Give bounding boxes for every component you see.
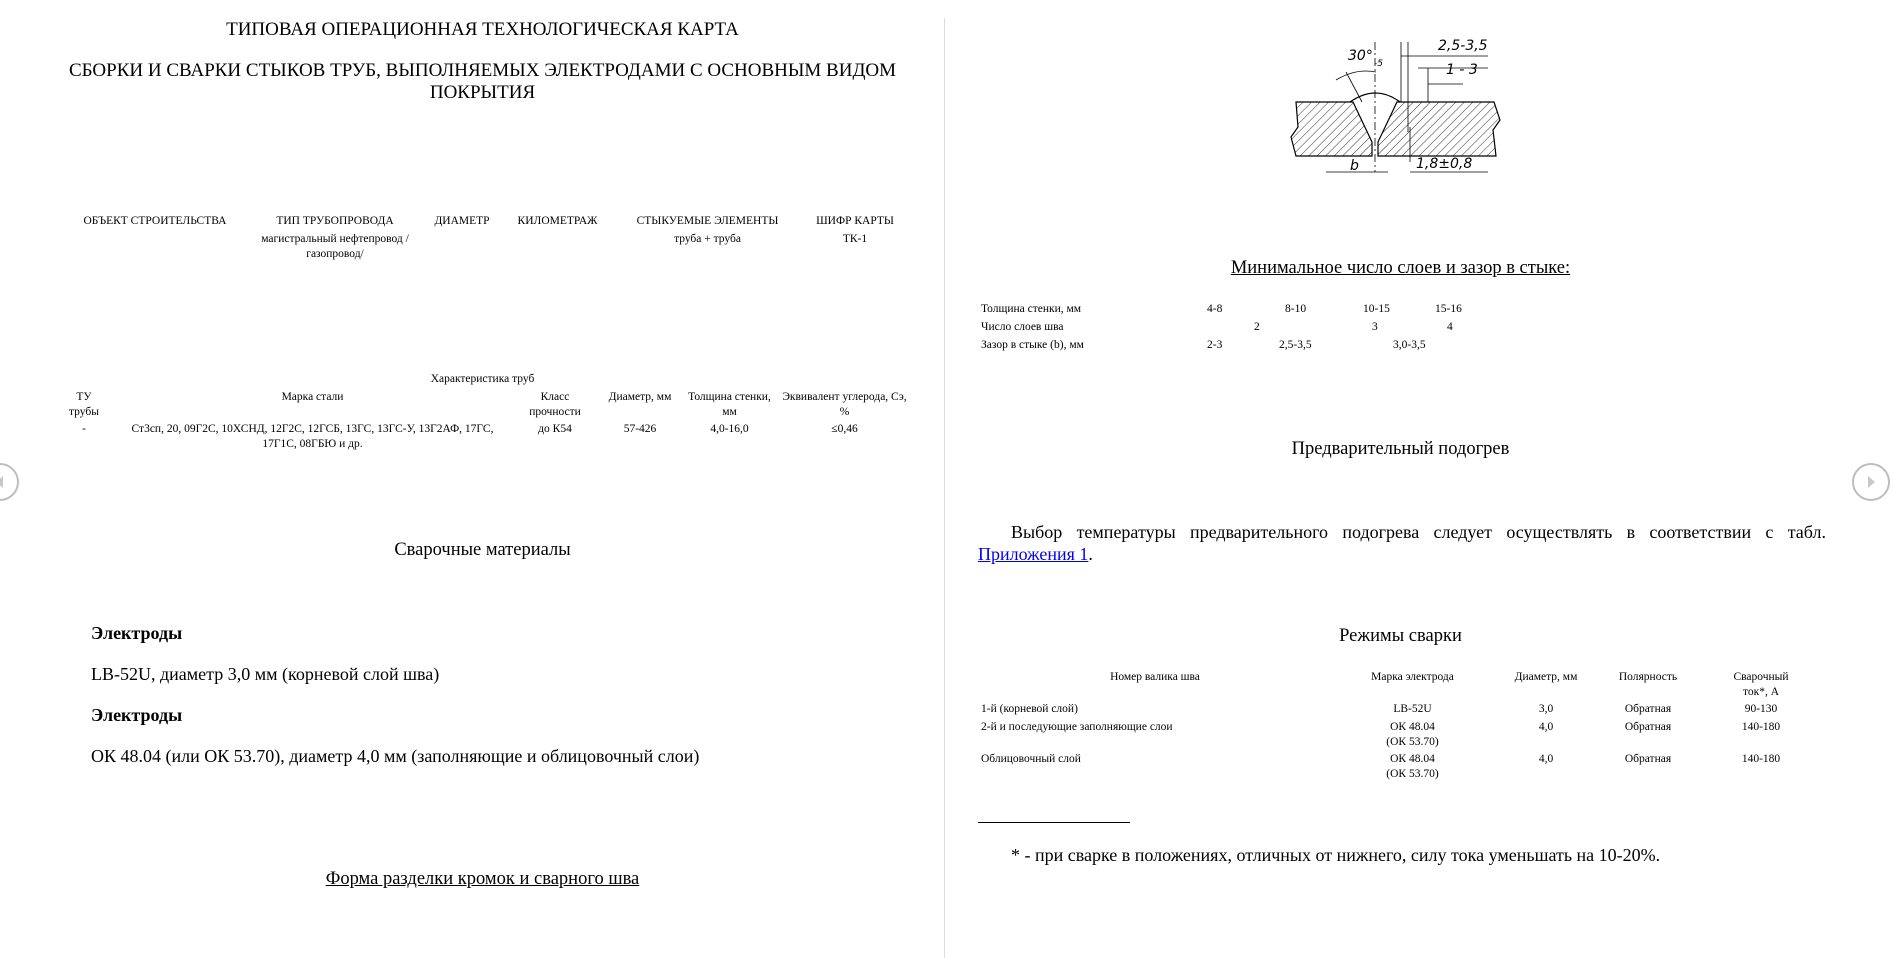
table-row: 2-й и последующие заполняющие слои <box>981 721 1173 733</box>
electrodes-text-1: LB-52U, диаметр 3,0 мм (корневой слой шва) <box>91 664 440 684</box>
weld-joint-drawing <box>1288 32 1524 182</box>
angle-label: 30° <box>1348 48 1373 64</box>
pipeline-type-value: магистральный нефтепровод /газопровод/ <box>261 233 409 260</box>
thickness-value: 8-10 <box>1285 303 1307 315</box>
chevron-left-icon <box>0 465 17 499</box>
polarity-header: Полярность <box>1618 671 1678 683</box>
diameter-value: 4,0 <box>1538 721 1554 733</box>
steel-grade-header: Марка стали <box>281 391 344 403</box>
root-face-label: 1,8±0,8 <box>1416 156 1473 172</box>
electrodes-label-1: Электроды <box>91 623 183 643</box>
page-divider <box>944 18 945 958</box>
thickness-value: 10-15 <box>1363 303 1390 315</box>
electrode-brand-alt: (ОК 53.70) <box>1386 768 1439 780</box>
layers-heading: Минимальное число слоев и зазор в стыке: <box>1230 258 1571 278</box>
layers-value: 2 <box>1254 321 1260 333</box>
prev-page-button[interactable] <box>0 463 19 501</box>
electrode-brand-alt: (ОК 53.70) <box>1386 736 1439 748</box>
modes-heading: Режимы сварки <box>1339 626 1462 646</box>
card-code-value: ТК-1 <box>842 233 868 245</box>
diameter-value: 3,0 <box>1538 703 1554 715</box>
diameter-value: 4,0 <box>1538 753 1554 765</box>
current-value: 140-180 <box>1741 753 1781 765</box>
electrodes-label-2: Электроды <box>91 705 183 725</box>
carbon-equivalent-value: ≤0,46 <box>831 423 858 435</box>
electrodes-text-2: ОК 48.04 (или ОК 53.70), диаметр 4,0 мм (заполняющие и облицовочный слои) <box>91 746 700 766</box>
gap-value: 2-3 <box>1207 339 1223 351</box>
joined-elements-header: СТЫКУЕМЫЕ ЭЛЕМЕНТЫ <box>636 215 779 227</box>
current-value: 90-130 <box>1744 703 1778 715</box>
wall-thickness-value: 4,0-16,0 <box>710 423 749 435</box>
electrode-brand: LB-52U <box>1393 703 1432 715</box>
electrode-brand: ОК 48.04 <box>1390 721 1435 733</box>
preheat-heading: Предварительный подогрев <box>1291 439 1510 459</box>
wall-thickness-header: Толщина стенки, мм <box>688 391 771 418</box>
diameter-mm-value: 57-426 <box>623 423 657 435</box>
gap-value: 3,0-3,5 <box>1393 339 1426 351</box>
next-page-button[interactable] <box>1852 463 1890 501</box>
table-row: 1-й (корневой слой) <box>981 703 1078 715</box>
bead-number-header: Номер валика шва <box>1110 671 1200 683</box>
chevron-right-icon <box>1854 465 1888 499</box>
thickness-value: 4-8 <box>1207 303 1223 315</box>
diameter-mm-header: Диаметр, мм <box>608 391 672 403</box>
gap-top-label: 2,5-3,5 <box>1438 38 1488 54</box>
document-subtitle: СБОРКИ И СВАРКИ СТЫКОВ ТРУБ, ВЫПОЛНЯЕМЫХ ЭЛЕКТРОДАМИ С ОСНОВНЫМ ВИДОМ ПОКРЫТИЯ <box>68 60 897 103</box>
preheat-period: . <box>1088 544 1093 564</box>
footnote: * - при сварке в положениях, отличных от нижнего, силу тока уменьшать на 10-20%. <box>1011 845 1661 865</box>
b-label: b <box>1350 158 1359 174</box>
gap-value: 2,5-3,5 <box>1279 339 1312 351</box>
object-header: ОБЪЕКТ СТРОИТЕЛЬСТВА <box>83 215 227 227</box>
diameter-header: ДИАМЕТР <box>434 215 490 227</box>
current-value: 140-180 <box>1741 721 1781 733</box>
tu-header: ТУ трубы <box>69 391 99 418</box>
row-label-gap: Зазор в стыке (b), мм <box>981 339 1084 351</box>
electrode-brand: ОК 48.04 <box>1390 753 1435 765</box>
steel-grade-value: Ст3сп, 20, 09Г2С, 10ХСНД, 12Г2С, 12ГСБ, 13ГС, 13ГС-У, 13Г2АФ, 17ГС, 17Г1С, 08ГБЮ и др. <box>131 423 494 450</box>
preheat-paragraph <box>978 521 1826 565</box>
strength-class-value: до К54 <box>538 423 572 435</box>
document-title: ТИПОВАЯ ОПЕРАЦИОННАЯ ТЕХНОЛОГИЧЕСКАЯ КАРТА <box>226 19 739 40</box>
strength-class-header: Класс прочности <box>529 391 581 418</box>
polarity-value: Обратная <box>1624 703 1672 715</box>
kilometrage-header: КИЛОМЕТРАЖ <box>517 215 598 227</box>
angle-tolerance: -5 <box>1374 59 1383 69</box>
thickness-value: 15-16 <box>1435 303 1462 315</box>
appendix-1-link[interactable]: Приложения 1 <box>978 544 1089 564</box>
preheat-text: Выбор температуры предварительного подогрева следует осуществлять в соответствии с табл. <box>1011 522 1826 542</box>
joined-elements-value: труба + труба <box>674 233 741 245</box>
layers-value: 4 <box>1447 321 1453 333</box>
layers-value: 3 <box>1372 321 1378 333</box>
pipeline-type-header: ТИП ТРУБОПРОВОДА <box>276 215 394 227</box>
groove-heading: Форма разделки кромок и сварного шва <box>325 869 640 889</box>
current-header: Сварочный ток*, А <box>1733 671 1789 698</box>
reinforcement-label: 1 - 3 <box>1446 62 1478 78</box>
pipe-table-caption: Характеристика труб <box>430 373 535 385</box>
row-label-thickness: Толщина стенки, мм <box>981 303 1082 315</box>
materials-heading: Сварочные материалы <box>394 540 571 560</box>
polarity-value: Обратная <box>1624 753 1672 765</box>
diameter-header: Диаметр, мм <box>1514 671 1578 683</box>
carbon-equivalent-header: Эквивалент углерода, Сэ, % <box>782 391 907 418</box>
tu-value: - <box>82 423 86 435</box>
footnote-rule <box>978 822 1130 823</box>
polarity-value: Обратная <box>1624 721 1672 733</box>
table-row: Облицовочный слой <box>981 753 1081 765</box>
row-label-layers: Число слоев шва <box>981 321 1064 333</box>
card-code-header: ШИФР КАРТЫ <box>816 215 894 227</box>
electrode-brand-header: Марка электрода <box>1371 671 1454 683</box>
